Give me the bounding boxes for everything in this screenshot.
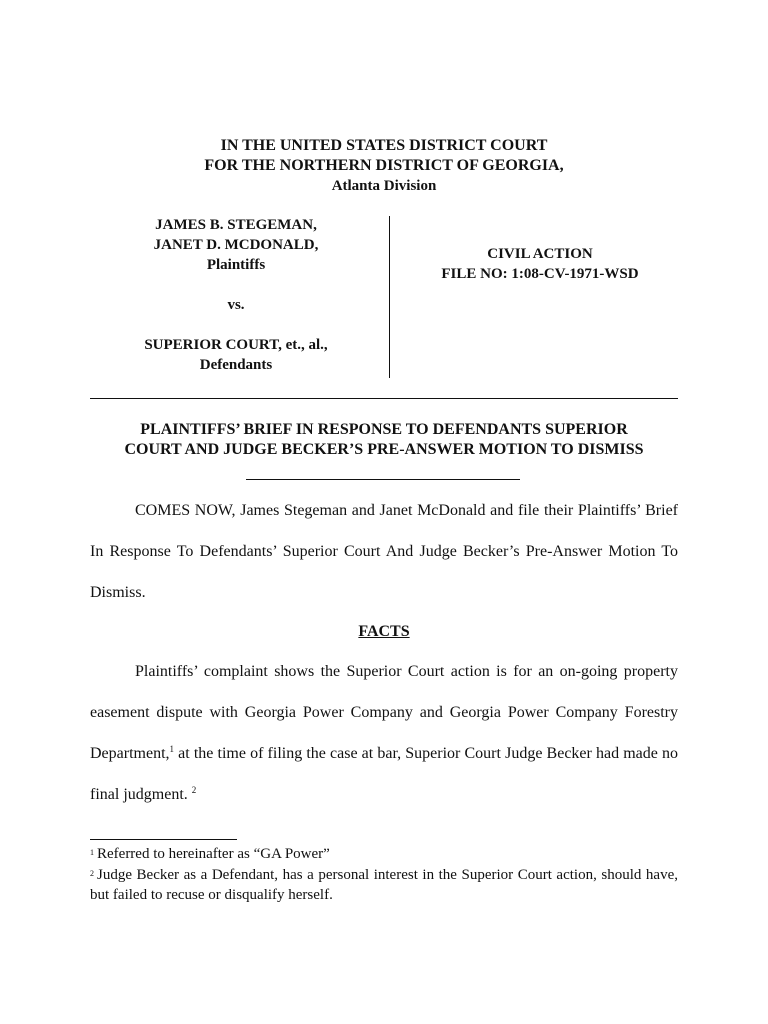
plaintiff-name-2: JANET D. MCDONALD, [153,237,319,253]
plaintiffs-label: Plaintiffs [206,257,266,273]
facts-heading: FACTS [358,623,410,640]
footnote-1 [90,843,678,864]
facts-text-part1: Plaintiffs’ complaint shows the Superior Court action is for an on-going property easement dispute with Georgia Power Company and Georgia Power Company Forestry Department, [90,663,678,762]
facts-paragraph [90,651,678,815]
court-heading-line2: FOR THE NORTHERN DISTRICT OF GEORGIA, [204,157,564,174]
footnote-ref-2[interactable]: 2 [191,785,197,795]
footnotes [90,843,678,905]
footnote-ref-1[interactable]: 1 [169,744,175,754]
brief-title-line1: PLAINTIFFS’ BRIEF IN RESPONSE TO DEFENDANTS SUPERIOR [140,421,628,438]
brief-title [70,420,698,460]
defendants-label: Defendants [199,357,273,373]
defendant-name: SUPERIOR COURT, et., al., [144,337,328,353]
footnote-text-1: Referred to hereinafter as “GA Power” [97,846,330,862]
intro-paragraph: COMES NOW, James Stegeman and Janet McDonald and file their Plaintiffs’ Brief In Response To Defendants’ Superior Court And Judge Becker’s Pre-Answer Motion To Dismiss. [90,502,678,601]
brief-title-underline [246,479,520,480]
civil-action-label: CIVIL ACTION [487,246,593,262]
caption-bottom-rule [90,398,678,399]
footnote-2 [90,864,678,905]
plaintiff-name-1: JAMES B. STEGEMAN, [155,217,317,233]
facts-text-part2: at the time of filing the case at bar, Superior Court Judge Becker had made no final judgment. [90,745,678,803]
footnote-mark-1: 1 [90,848,94,857]
footnote-mark-2: 2 [90,869,94,878]
court-heading [0,136,768,196]
court-heading-division: Atlanta Division [331,178,437,194]
brief-title-line2: COURT AND JUDGE BECKER’S PRE-ANSWER MOTION TO DISMISS [124,441,644,458]
footnote-text-2: Judge Becker as a Defendant, has a personal interest in the Superior Court action, should have, but failed to recuse or disqualify herself. [90,867,678,903]
court-heading-line1: IN THE UNITED STATES DISTRICT COURT [220,137,548,154]
caption-divider-line [389,216,390,378]
case-caption-action [390,244,690,284]
file-number: FILE NO: 1:08-CV-1971-WSD [441,266,639,282]
versus-label: vs. [227,297,245,313]
footnote-separator [90,839,237,840]
case-caption-parties [90,215,382,375]
